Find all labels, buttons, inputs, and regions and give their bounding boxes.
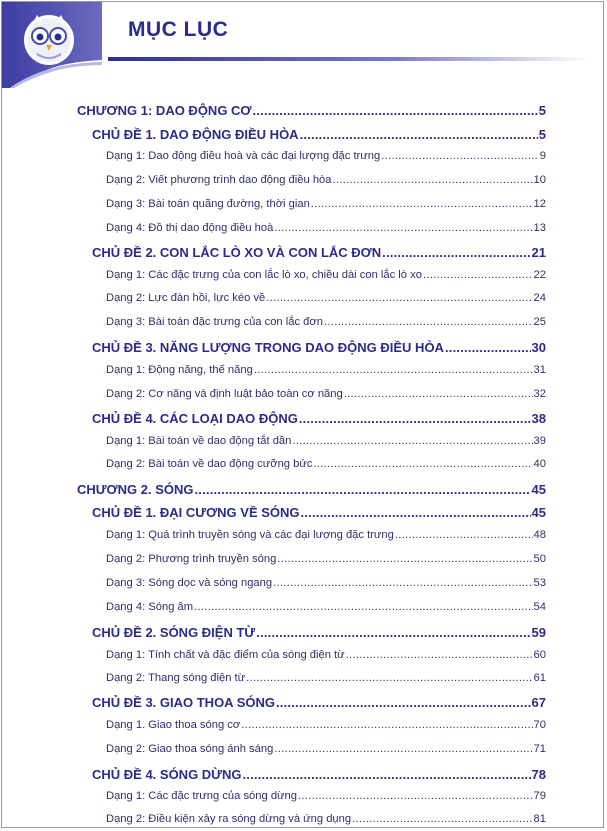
toc-entry-label: Dạng 3: Bài toán quãng đường, thời gian [106,198,310,210]
toc-entry-label: Dạng 1: Quá trình truyền sóng và các đại lượng đặc trưng [106,529,394,541]
toc-form-entry[interactable] [106,743,546,755]
toc-entry-label: Dạng 2: Lực đàn hồi, lực kéo về [106,292,266,304]
toc-entry-label: Dạng 1: Dao động điều hoà và các đại lượng đặc trưng [106,150,381,162]
toc-page-number: 60 [533,649,546,661]
toc-page-number: 5 [538,127,546,142]
toc-entry-label: CHƯƠNG 1: DAO ĐỘNG CƠ [77,103,252,118]
toc-page-number: 61 [533,672,546,684]
toc-dot-leader [241,719,532,731]
toc-dot-leader [254,364,533,376]
toc-entry-label: CHỦ ĐỀ 2. CON LẮC LÒ XO VÀ CON LẮC ĐƠN [92,245,382,260]
toc-page-number: 22 [533,269,546,281]
toc-form-entry[interactable] [106,649,546,661]
toc-form-entry[interactable] [106,458,546,470]
toc-dot-leader [382,245,530,260]
toc-page-number: 54 [533,601,546,613]
toc-entry-label: Dạng 2: Bài toán về dao động cưỡng bức [106,458,313,470]
toc-dot-leader [381,150,539,162]
toc-entry-label: Dạng 3: Sóng dọc và sóng ngang [106,577,273,589]
toc-form-entry[interactable] [106,577,546,589]
toc-page-number: 32 [533,388,546,400]
toc-topic-entry[interactable] [92,625,546,640]
toc-dot-leader [299,411,531,426]
toc-page-number: 81 [533,813,546,825]
toc-dot-leader [352,813,532,825]
toc-page-number: 40 [533,458,546,470]
toc-dot-leader [298,790,533,802]
toc-entry-label: Dạng 4: Sóng âm [106,601,194,613]
toc-dot-leader [395,529,533,541]
toc-entry-label: CHỦ ĐỀ 1. DAO ĐỘNG ĐIỀU HÒA [92,127,299,142]
toc-form-entry[interactable] [106,269,546,281]
toc-page-number: 5 [538,103,546,118]
toc-dot-leader [253,103,538,118]
toc-form-entry[interactable] [106,553,546,565]
toc-entry-label: Dạng 1: Bài toán về dao động tắt dần [106,435,292,447]
toc-dot-leader [300,127,538,142]
toc-entry-label: CHỦ ĐỀ 1. ĐẠI CƯƠNG VỀ SÓNG [92,505,300,520]
toc-page-number: 78 [531,767,546,782]
toc-entry-label: Dạng 1: Tính chất và đặc điểm của sóng điện từ [106,649,345,661]
toc-page-number: 25 [533,316,546,328]
toc-page-number: 9 [539,150,546,162]
toc-form-entry[interactable] [106,672,546,684]
toc-dot-leader [423,269,533,281]
page-title: MỤC LỤC [128,18,229,41]
toc-chapter-entry[interactable] [77,103,546,118]
owl-logo-icon [2,2,102,88]
toc-form-entry[interactable] [106,316,546,328]
toc-dot-leader [273,577,532,589]
toc-dot-leader [344,388,533,400]
toc-form-entry[interactable] [106,292,546,304]
toc-entry-label: Dạng 1. Giao thoa sóng cơ [106,719,241,731]
toc-page-number: 71 [533,743,546,755]
toc-form-entry[interactable] [106,529,546,541]
toc-dot-leader [324,316,533,328]
toc-topic-entry[interactable] [92,505,546,520]
toc-dot-leader [277,553,532,565]
toc-page-number: 79 [533,790,546,802]
toc-entry-label: Dạng 2: Cơ năng và định luật bảo toàn cơ năng [106,388,343,400]
title-underline [108,57,588,61]
toc-dot-leader [276,695,531,710]
toc-topic-entry[interactable] [92,767,546,782]
toc-page-number: 59 [531,625,546,640]
toc-dot-leader [246,672,532,684]
header [0,0,607,90]
toc-page-number: 24 [533,292,546,304]
toc-dot-leader [333,174,533,186]
toc-form-entry[interactable] [106,435,546,447]
toc-topic-entry[interactable] [92,340,546,355]
toc-form-entry[interactable] [106,198,546,210]
toc-dot-leader [274,222,532,234]
toc-entry-label: CHỦ ĐỀ 3. NĂNG LƯỢNG TRONG DAO ĐỘNG ĐIỀU HÒA [92,340,444,355]
toc-dot-leader [346,649,533,661]
toc-form-entry[interactable] [106,813,546,825]
toc-entry-label: Dạng 2: Thang sóng điện từ [106,672,246,684]
toc-dot-leader [445,340,531,355]
toc-form-entry[interactable] [106,364,546,376]
toc-dot-leader [256,625,530,640]
toc-topic-entry[interactable] [92,695,546,710]
toc-page-number: 38 [531,411,546,426]
toc-page-number: 70 [533,719,546,731]
toc-form-entry[interactable] [106,790,546,802]
toc-entry-label: Dạng 3: Bài toán đặc trưng của con lắc đơn [106,316,323,328]
toc-page-number: 30 [531,340,546,355]
toc-dot-leader [266,292,532,304]
toc-topic-entry[interactable] [92,411,546,426]
toc-form-entry[interactable] [106,601,546,613]
toc-dot-leader [195,482,531,497]
toc-topic-entry[interactable] [92,127,546,142]
toc-entry-label: CHỦ ĐỀ 3. GIAO THOA SÓNG [92,695,275,710]
toc-form-entry[interactable] [106,174,546,186]
toc-dot-leader [311,198,533,210]
toc-entry-label: Dạng 2: Giao thoa sóng ánh sáng [106,743,274,755]
toc-page-number: 53 [533,577,546,589]
toc-page-number: 10 [533,174,546,186]
toc-dot-leader [292,435,532,447]
toc-page-number: 48 [533,529,546,541]
toc-entry-label: Dạng 4: Đồ thị dao động điều hoà [106,222,274,234]
toc-page-number: 31 [533,364,546,376]
toc-form-entry[interactable] [106,222,546,234]
toc-form-entry[interactable] [106,388,546,400]
toc-entry-label: Dạng 2: Viết phương trình dao động điều hòa [106,174,332,186]
toc-topic-entry[interactable] [92,245,546,260]
toc-page-number: 50 [533,553,546,565]
toc-entry-label: CHỦ ĐỀ 4. SÓNG DỪNG [92,767,242,782]
toc-entry-label: CHỦ ĐỀ 2. SÓNG ĐIỆN TỪ [92,625,256,640]
toc-page-number: 45 [531,482,546,497]
toc-dot-leader [194,601,532,613]
toc-page-number: 67 [531,695,546,710]
toc-page-number: 12 [533,198,546,210]
toc-entry-label: Dạng 2: Điều kiện xảy ra sóng dừng và ứng dụng [106,813,352,825]
toc-entry-label: Dạng 2: Phương trình truyền sóng [106,553,277,565]
toc-chapter-entry[interactable] [77,482,546,497]
toc-dot-leader [301,505,531,520]
toc-dot-leader [242,767,530,782]
toc-form-entry[interactable] [106,719,546,731]
toc-dot-leader [274,743,532,755]
toc-page-number: 21 [531,245,546,260]
toc-entry-label: Dạng 1: Các đặc trưng của con lắc lò xo, chiều dài con lắc lò xo [106,269,422,281]
toc-page-number: 13 [533,222,546,234]
toc-entry-label: CHỦ ĐỀ 4. CÁC LOẠI DAO ĐỘNG [92,411,298,426]
toc-form-entry[interactable] [106,150,546,162]
toc-page-number: 39 [533,435,546,447]
toc-entry-label: Dạng 1: Các đặc trưng của sóng dừng [106,790,297,802]
toc-page-number: 45 [531,505,546,520]
toc-entry-label: Dạng 1: Động năng, thế năng [106,364,253,376]
toc-dot-leader [313,458,532,470]
toc-entry-label: CHƯƠNG 2. SÓNG [77,482,194,497]
